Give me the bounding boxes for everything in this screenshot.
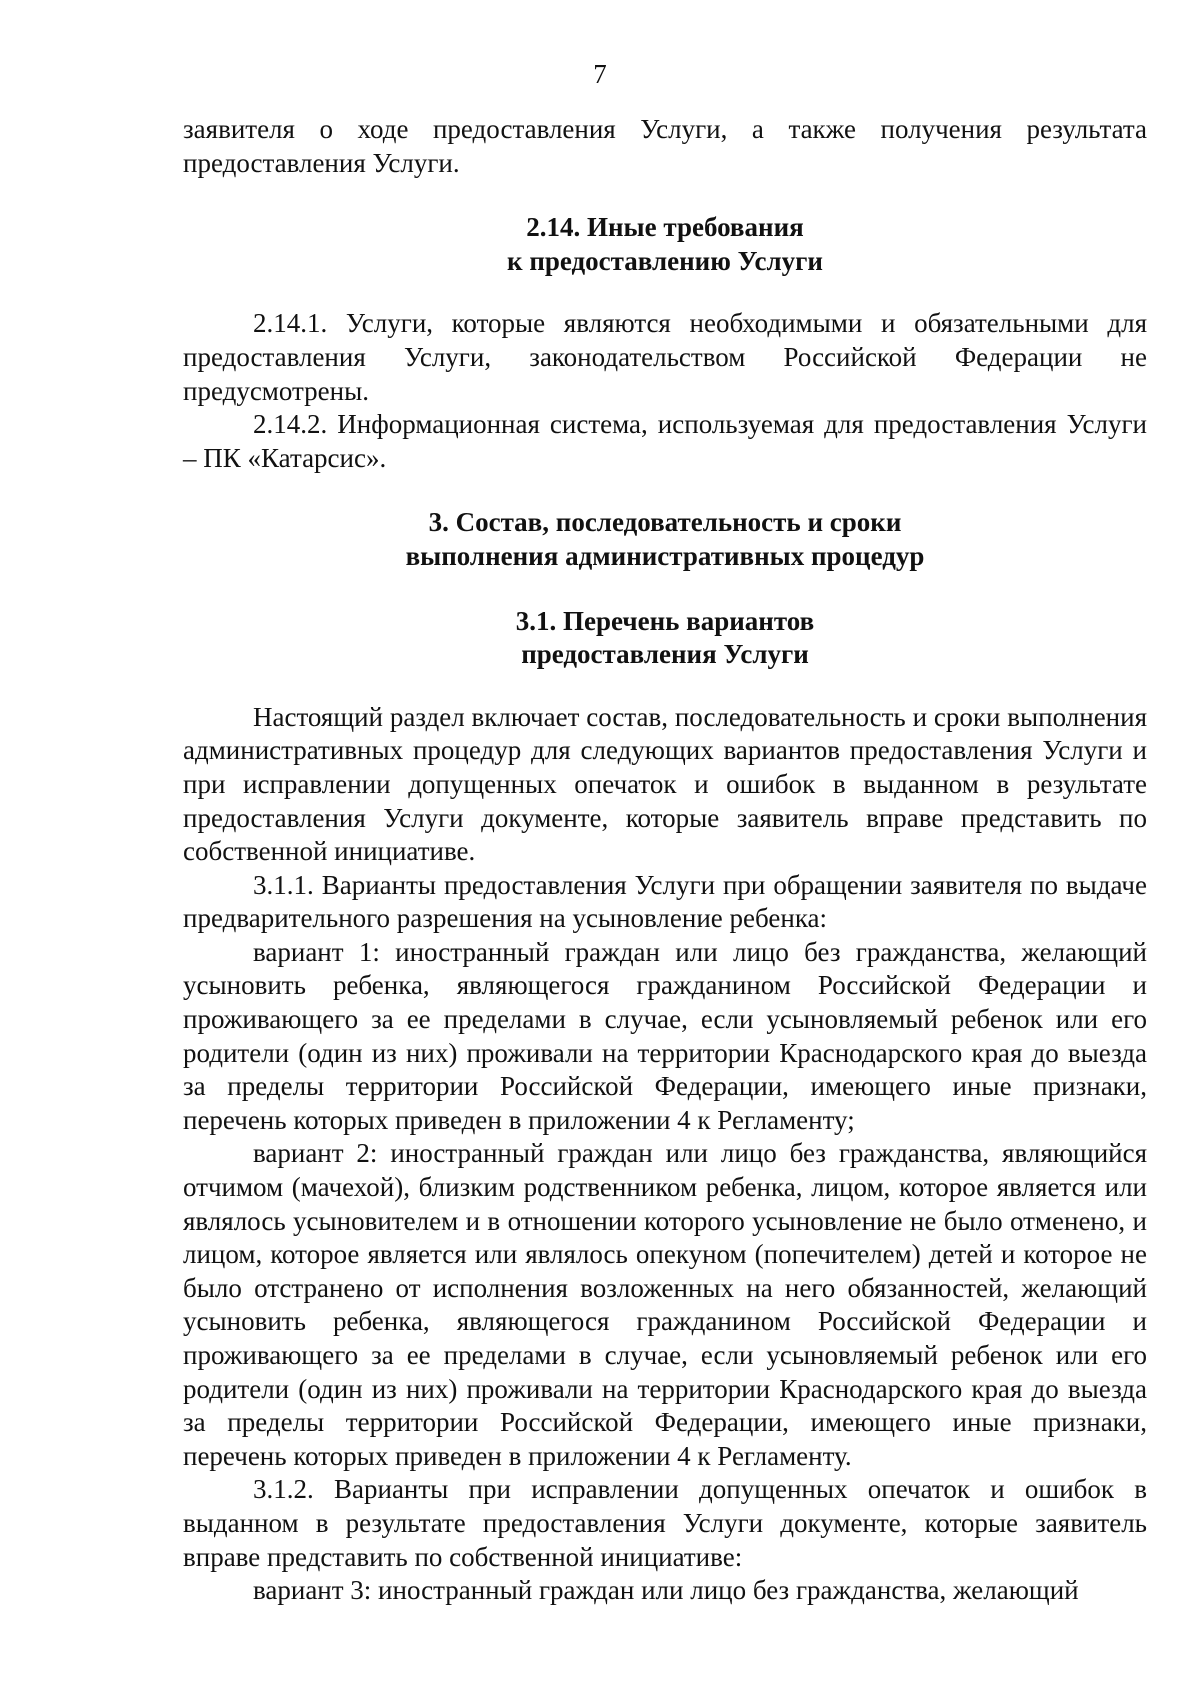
paragraph-2-14-1: 2.14.1. Услуги, которые являются необходимыми и обязательными для предоставления Услуги, законодательством Российской Федерации не предусмотрены. [183, 308, 1147, 406]
paragraph-3-1-1: 3.1.1. Варианты предоставления Услуги при обращении заявителя по выдаче предварительного разрешения на усыновление ребенка: [183, 869, 1147, 934]
heading-3-line1: 3. Состав, последовательность и сроки [428, 507, 902, 538]
paragraph-2-14-2: 2.14.2. Информационная система, используемая для предоставления Услуги – ПК «Катарсис». [183, 409, 1147, 473]
paragraph-3-1-2: 3.1.2. Варианты при исправлении допущенных опечаток и ошибок в выданном в результате предоставления Услуги документе, которые заявитель вправе представить по собственной инициативе: [183, 1474, 1147, 1572]
page-number: 7 [593, 59, 607, 89]
heading-2-14 [183, 211, 1147, 278]
heading-3-1 [183, 605, 1147, 672]
heading-2-14-line2: к предоставлению Услуги [507, 245, 823, 276]
heading-3-1-line1: 3.1. Перечень вариантов [515, 605, 815, 636]
paragraph-section-intro: Настоящий раздел включает состав, последовательность и сроки выполнения административных процедур для следующих вариантов предоставления Услуги и при исправлении допущенных опечаток и ошибок в выданном в результате предоставления Услуги документе, которые заявитель вправе представить по собственной инициативе. [183, 701, 1147, 867]
heading-2-14-line1: 2.14. Иные требования [526, 212, 804, 243]
heading-3-1-line2: предоставления Услуги [521, 639, 809, 670]
document-body [183, 113, 1147, 1608]
paragraph-variant-1: вариант 1: иностранный граждан или лицо без гражданства, желающий усыновить ребенка, являющегося гражданином Российской Федерации и проживающего за ее пределами в случае, если усыновляемый ребенок или его родители (один из них) проживали на территории Краснодарского края до выезда за пределы территории Российской Федерации, имеющего иные признаки, перечень которых приведен в приложении 4 к Регламенту; [183, 936, 1147, 1135]
paragraph-variant-2: вариант 2: иностранный граждан или лицо без гражданства, являющийся отчимом (мачехой), близким родственником ребенка, лицом, которое является или являлось усыновителем и в отношении которого усыновление не было отменено, и лицом, которое является или являлось опекуном (попечителем) детей и которое не было отстранено от исполнения возложенных на него обязанностей, желающий усыновить ребенка, являющегося гражданином Российской Федерации и проживающего за ее пределами в случае, если усыновляемый ребенок или его родители (один из них) проживали на территории Краснодарского края до выезда за пределы территории Российской Федерации, имеющего иные признаки, перечень которых приведен в приложении 4 к Регламенту. [183, 1138, 1147, 1471]
paragraph-intro: заявителя о ходе предоставления Услуги, а также получения результата предоставления Услуги. [183, 114, 1147, 178]
heading-3-line2: выполнения административных процедур [405, 540, 925, 571]
heading-3 [183, 506, 1147, 573]
paragraph-variant-3: вариант 3: иностранный граждан или лицо без гражданства, желающий [253, 1575, 1079, 1606]
